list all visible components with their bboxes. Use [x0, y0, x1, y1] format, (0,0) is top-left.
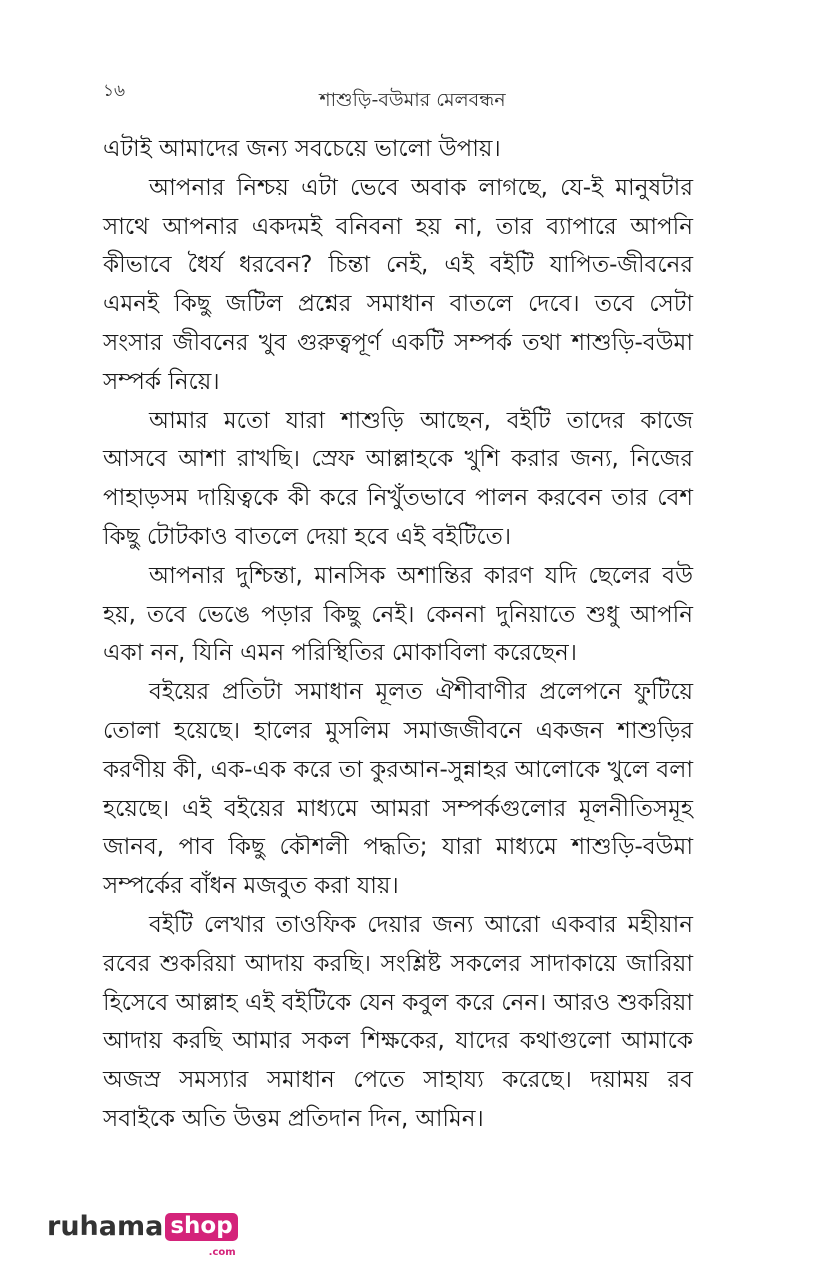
ruhamashop-watermark-logo: [47, 1211, 238, 1258]
page-number: ১৬: [103, 81, 126, 101]
logo-ruhama-text: ruhama: [47, 1211, 164, 1242]
paragraph-continuation: এটাই আমাদের জন্য সবচেয়ে ভালো উপায়।: [103, 136, 501, 162]
logo-shop-box: [165, 1213, 237, 1258]
paragraph: আমার মতো যারা শাশুড়ি আছেন, বইটি তাদের কাজে আসবে আশা রাখছি। স্রেফ আল্লাহকে খুশি করার জন্য, নিজের পাহাড়সম দায়িত্বকে কী করে নিখুঁতভাবে পালন করবেন তার বেশ কিছু টোটকাও বাতলে দেয়া হবে এই বইটিতে।: [103, 407, 693, 550]
logo-shop-text: shop: [170, 1213, 233, 1239]
paragraph: বইটি লেখার তাওফিক দেয়ার জন্য আরো একবার মহীয়ান রবের শুকরিয়া আদায় করছি। সংশ্লিষ্ট সকলের সাদাকায়ে জারিয়া হিসেবে আল্লাহ এই বইটিকে যেন কবুল করে নেন। আরও শুকরিয়া আদায় করছি আমার সকল শিক্ষকের, যাদের কথাগুলো আমাকে অজস্র সমস্যার সমাধান পেতে সাহায্য করেছে। দয়াময় রব সবাইকে অতি উত্তম প্রতিদান দিন, আমিন।: [103, 911, 693, 1132]
paragraph: আপনার দুশ্চিন্তা, মানসিক অশান্তির কারণ যদি ছেলের বউ হয়, তবে ভেঙে পড়ার কিছু নেই। কেননা দুনিয়াতে শুধু আপনি একা নন, যিনি এমন পরিস্থিতির মোকাবিলা করেছেন।: [103, 562, 693, 667]
paragraph: বইয়ের প্রতিটা সমাধান মূলত ঐশীবাণীর প্রলেপনে ফুটিয়ে তোলা হয়েছে। হালের মুসলিম সমাজজীবনে একজন শাশুড়ির করণীয় কী, এক-এক করে তা কুরআন-সুন্নাহর আলোকে খুলে বলা হয়েছে। এই বইয়ের মাধ্যমে আমরা সম্পর্কগুলোর মূলনীতিসমূহ জানব, পাব কিছু কৌশলী পদ্ধতি; যারা মাধ্যমে শাশুড়ি-বউমা সম্পর্কের বাঁধন মজবুত করা যায়।: [103, 679, 693, 900]
running-header-title: শাশুড়ি-বউমার মেলবন্ধন: [319, 89, 506, 111]
logo-dotcom-text: .com: [208, 1247, 236, 1258]
page-body: [103, 130, 693, 1139]
paragraph: আপনার নিশ্চয় এটা ভেবে অবাক লাগছে, যে-ই মানুষটার সাথে আপনার একদমই বনিবনা হয় না, তার ব্যাপারে আপনি কীভাবে ধৈর্য ধরবেন? চিন্তা নেই, এই বইটি যাপিত-জীবনের এমনই কিছু জটিল প্রশ্নের সমাধান বাতলে দেবে। তবে সেটা সংসার জীবনের খুব গুরুত্বপূর্ণ একটি সম্পর্ক তথা শাশুড়ি-বউমা সম্পর্ক নিয়ে।: [103, 174, 693, 395]
